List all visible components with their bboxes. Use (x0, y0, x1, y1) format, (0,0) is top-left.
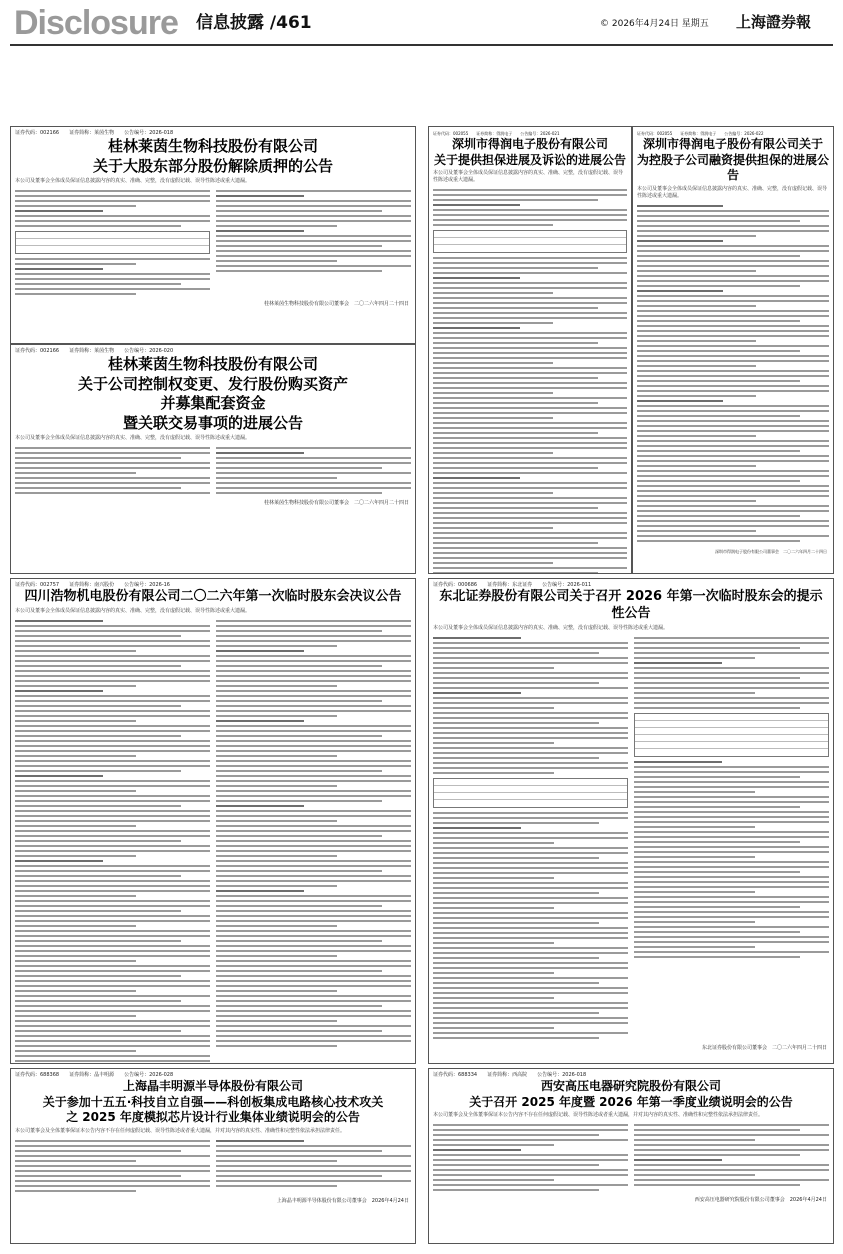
announcement-title: 为控股子公司融资提供担保的进展公告 (637, 152, 830, 183)
guarantee-table (433, 230, 627, 253)
stock-code-line: 证券代码：002166 证券简称：莱茵生物 公告编号：2026-018 (15, 130, 174, 136)
disclaimer-notice: 本公司董事会及全体董事保证本公告内容不存在任何虚假记载、误导性陈述或者重大遗漏，并对其内容的真实性、准确性和完整性依法承担法律责任。 (15, 1127, 346, 1134)
paper-name: 上海證券報 (736, 13, 812, 31)
announcement-title: 上海晶丰明源半导体股份有限公司 (122, 1079, 303, 1093)
stock-code-line: 证券代码：688368 证券简称：晶丰明源 公告编号：2026-028 (15, 1072, 174, 1078)
announcement-laiyin-pledge (10, 126, 416, 344)
announcement-jingfeng-earnings-call (10, 1068, 416, 1244)
body-column (634, 1121, 829, 1194)
announcement-title: 关于参加十五五·科技自立自强——科创板集成电路核心技术攻关 (42, 1094, 384, 1109)
announcement-title: 桂林莱茵生物科技股份有限公司 (107, 137, 318, 155)
signature-line: 桂林莱茵生物科技股份有限公司董事会 二〇二六年四月二十四日 (263, 500, 409, 506)
announcement-title: 暨关联交易事项的进展公告 (122, 413, 303, 432)
announcement-title: 深圳市得润电子股份有限公司关于 (642, 137, 823, 151)
disclaimer-notice: 本公司及董事会全体成员保证信息披露内容的真实、准确、完整，没有虚假记载、误导性陈述或重大遗漏。 (433, 170, 624, 184)
body-column (15, 617, 210, 1064)
proposal-table (433, 778, 628, 808)
body-column (216, 1137, 411, 1195)
announcement-title: 并募集配套资金 (160, 394, 266, 412)
announcement-body (429, 634, 833, 1042)
stock-code-line: 证券代码：688334 证券简称：西高院 公告编号：2026-018 (433, 1072, 587, 1078)
announcement-body (11, 444, 415, 497)
masthead-rule (10, 44, 833, 46)
body-column (634, 634, 829, 1042)
body-column (433, 634, 628, 1042)
announcement-body (429, 1121, 833, 1194)
announcement-haowu-meeting-resolution (10, 578, 416, 1064)
date-edition: © 2026年4月24日 星期五 (600, 19, 709, 29)
signature-line: 东北证券股份有限公司董事会 二〇二六年四月二十四日 (701, 1044, 827, 1051)
body-column (15, 444, 210, 497)
section-title: 信息披露 /461 (196, 13, 312, 33)
announcement-derun-subsidiary-guarantee (632, 126, 834, 574)
announcement-title: 桂林莱茵生物科技股份有限公司 (107, 355, 318, 373)
stock-code-line: 证券代码：002055 证券简称：得润电子 公告编号：2026-021 (433, 131, 560, 136)
body-column (216, 187, 411, 298)
announcement-body (11, 617, 415, 1064)
announcement-derun-guarantee-litigation (428, 126, 632, 574)
announcement-body (11, 1137, 415, 1195)
authorization-table (634, 713, 829, 757)
body-column (216, 617, 411, 1064)
announcement-title: 关于公司控制权变更、发行股份购买资产 (77, 374, 348, 393)
pledge-table (15, 231, 210, 254)
signature-line: 深圳市得润电子股份有限公司董事会 二〇二六年四月二十四日 (715, 548, 827, 554)
announcement-xigaoyuan-earnings-call (428, 1068, 834, 1244)
announcement-title: 关于召开 2025 年度暨 2026 年第一季度业绩说明会的公告 (469, 1094, 793, 1109)
masthead (0, 0, 843, 44)
body-column (433, 1121, 628, 1194)
disclaimer-notice: 本公司及董事会全体成员保证信息披露内容的真实、准确、完整，没有虚假记载、误导性陈述或重大遗漏。 (433, 624, 669, 631)
signature-line: 桂林莱茵生物科技股份有限公司董事会 二〇二六年四月二十四日 (263, 301, 409, 307)
signature-line: 上海晶丰明源半导体股份有限公司董事会 2026年4月24日 (276, 1197, 409, 1204)
stock-code-line: 证券代码：000686 证券简称：东北证券 公告编号：2026-011 (433, 582, 592, 588)
announcement-title: 关于大股东部分股份解除质押的公告 (92, 156, 333, 175)
announcement-title: 四川浩物机电股份有限公司二〇二六年第一次临时股东会决议公告 (24, 589, 402, 604)
disclaimer-notice: 本公司及董事会全体成员保证信息披露内容的真实、准确、完整，没有虚假记载、误导性陈述或重大遗漏。 (637, 185, 828, 199)
announcement-title: 西安高压电器研究院股份有限公司 (540, 1079, 721, 1093)
stock-code-line: 证券代码：002757 证券简称：南兴股份 公告编号：2026-16 (15, 582, 170, 588)
announcement-body (11, 187, 415, 298)
stock-code-line: 证券代码：002055 证券简称：得润电子 公告编号：2026-022 (637, 131, 764, 136)
announcement-title: 关于提供担保进展及诉讼的进展公告 (433, 152, 626, 167)
disclaimer-notice: 本公司及董事会全体成员保证信息披露内容的真实、准确、完整，没有虚假记载、误导性陈述或重大遗漏。 (15, 435, 251, 441)
disclaimer-notice: 本公司及董事会全体成员保证信息披露内容的真实、准确、完整，没有虚假记载、误导性陈述或重大遗漏。 (15, 607, 251, 614)
announcement-body (633, 205, 833, 542)
signature-line: 西安高压电器研究院股份有限公司董事会 2026年4月24日 (694, 1197, 827, 1204)
disclaimer-notice: 本公司及董事会全体成员保证信息披露内容的真实、准确、完整，没有虚假记载、误导性陈述或重大遗漏。 (15, 178, 251, 184)
announcement-laiyin-control-change (10, 344, 416, 574)
announcement-title: 深圳市得润电子股份有限公司 (451, 137, 608, 151)
stock-code-line: 证券代码：002166 证券简称：莱茵生物 公告编号：2026-020 (15, 348, 174, 354)
announcement-dongbei-meeting-notice (428, 578, 834, 1064)
announcement-title: 之 2025 年度模拟芯片设计行业集体业绩说明会的公告 (66, 1110, 360, 1125)
masthead-wordmark: Disclosure (14, 4, 178, 42)
body-column (216, 444, 411, 497)
announcement-body (429, 189, 631, 574)
body-column (15, 1137, 210, 1195)
disclaimer-notice: 本公司董事会及全体董事保证本公告内容不存在任何虚假记载、误导性陈述或者重大遗漏，并对其内容的真实性、准确性和完整性依法承担法律责任。 (433, 1112, 764, 1119)
body-column (15, 187, 210, 298)
announcement-title: 东北证券股份有限公司关于召开 2026 年第一次临时股东会的提示性公告 (439, 589, 823, 621)
